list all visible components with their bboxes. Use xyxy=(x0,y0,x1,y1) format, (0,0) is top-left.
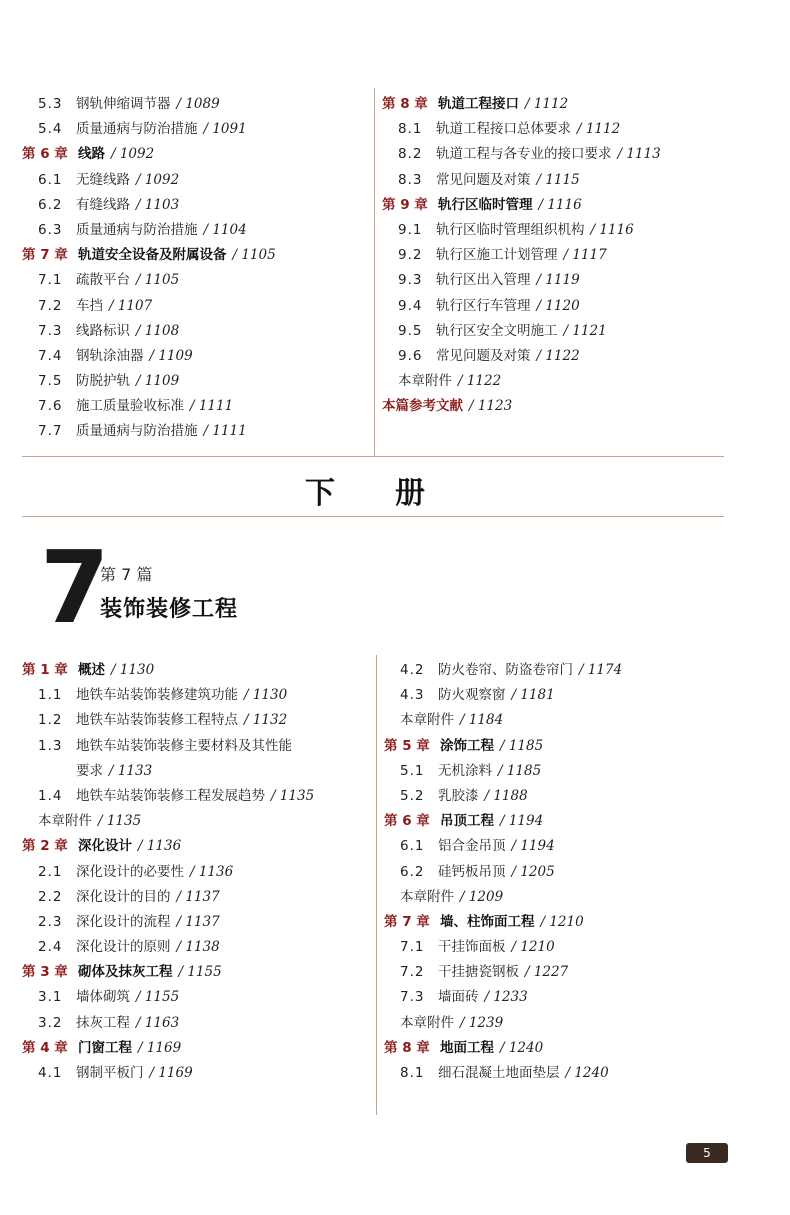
section-title: 钢轨涂油器 xyxy=(76,347,144,364)
toc-entry[interactable] xyxy=(384,985,622,1010)
chapter-title: 轨行区临时管理 xyxy=(438,196,533,213)
toc-entry[interactable] xyxy=(22,294,276,319)
section-title: 常见问题及对策 xyxy=(436,347,531,364)
section-number: 1.3 xyxy=(38,737,63,754)
section-number: 7.6 xyxy=(38,398,63,415)
toc-entry[interactable] xyxy=(22,960,314,985)
section-number: 3.2 xyxy=(38,1014,63,1031)
page-ref: / 1119 xyxy=(536,272,580,289)
chapter-number: 第 5 章 xyxy=(384,737,430,754)
section-title: 施工质量验收标准 xyxy=(76,398,184,415)
page-number: 5 xyxy=(686,1143,728,1163)
toc-entry[interactable] xyxy=(22,683,314,708)
toc-entry[interactable] xyxy=(22,142,276,167)
page-ref: / 1109 xyxy=(149,347,193,364)
page-ref: / 1210 xyxy=(540,913,584,930)
toc-entry[interactable] xyxy=(22,910,314,935)
toc-entry[interactable] xyxy=(382,193,661,218)
toc-entry[interactable] xyxy=(22,344,276,369)
section-title: 无缝线路 xyxy=(76,171,130,188)
chapter-number: 第 8 章 xyxy=(384,1039,430,1056)
section-number: 6.1 xyxy=(400,838,425,855)
part-number: 7 xyxy=(40,529,110,646)
section-number: 8.3 xyxy=(398,171,423,188)
section-number: 2.3 xyxy=(38,913,63,930)
page-ref: / 1105 xyxy=(136,272,180,289)
section-number: 5.2 xyxy=(400,787,425,804)
toc-entry[interactable] xyxy=(384,1036,622,1061)
section-number: 7.4 xyxy=(38,347,63,364)
section-number: 9.6 xyxy=(398,347,423,364)
toc-entry[interactable] xyxy=(382,218,661,243)
section-title: 疏散平台 xyxy=(76,272,130,289)
section-number: 7.3 xyxy=(38,322,63,339)
section-number: 5.3 xyxy=(38,96,63,112)
section-number: 1.2 xyxy=(38,712,63,729)
toc-lower-left xyxy=(22,658,314,1086)
page-ref: / 1116 xyxy=(538,196,582,213)
section-number: 2.1 xyxy=(38,863,63,880)
page-ref: / 1185 xyxy=(498,762,542,779)
section-number: 4.2 xyxy=(400,662,425,678)
toc-entry[interactable] xyxy=(22,369,276,394)
section-title: 有缝线路 xyxy=(76,196,130,213)
page-ref: / 1092 xyxy=(136,171,180,188)
toc-entry[interactable] xyxy=(22,394,276,419)
section-title: 质量通病与防治措施 xyxy=(76,221,198,238)
toc-entry[interactable] xyxy=(384,860,622,885)
page-ref: / 1092 xyxy=(111,146,155,163)
chapter-number: 第 8 章 xyxy=(382,96,428,112)
page-ref: / 1116 xyxy=(590,221,634,238)
page-ref: / 1122 xyxy=(458,373,502,390)
chapter-number: 第 9 章 xyxy=(382,196,428,213)
section-title: 钢轨伸缩调节器 xyxy=(76,96,171,112)
toc-entry[interactable] xyxy=(22,885,314,910)
toc-entry[interactable] xyxy=(22,809,314,834)
section-title: 轨行区临时管理组织机构 xyxy=(436,221,585,238)
toc-entry[interactable] xyxy=(22,708,314,733)
page-ref: / 1130 xyxy=(244,687,288,704)
toc-upper-left xyxy=(22,92,276,445)
page-ref: / 1122 xyxy=(536,347,580,364)
page-ref: / 1109 xyxy=(136,373,180,390)
column-divider-upper xyxy=(374,88,375,456)
toc-entry[interactable] xyxy=(384,834,622,859)
chapter-number: 第 3 章 xyxy=(22,964,68,981)
section-title: 轨行区行车管理 xyxy=(436,297,531,314)
section-title: 质量通病与防治措施 xyxy=(76,423,198,440)
toc-entry[interactable] xyxy=(384,708,622,733)
page-ref: / 1112 xyxy=(525,96,569,112)
section-number: 9.2 xyxy=(398,247,423,264)
toc-entry[interactable] xyxy=(22,218,276,243)
toc-lower-right xyxy=(384,658,622,1086)
appendix-label: 本章附件 xyxy=(38,813,92,830)
toc-entry[interactable] xyxy=(22,117,276,142)
page-ref: / 1163 xyxy=(136,1014,180,1031)
toc-entry[interactable] xyxy=(382,344,661,369)
section-number: 1.1 xyxy=(38,687,63,704)
page-ref: / 1105 xyxy=(232,247,276,264)
references-label: 本篇参考文献 xyxy=(382,398,463,415)
toc-entry[interactable] xyxy=(384,784,622,809)
rule-top xyxy=(22,456,724,457)
section-number: 7.2 xyxy=(400,964,425,981)
toc-entry[interactable] xyxy=(384,960,622,985)
chapter-number: 第 7 章 xyxy=(384,913,430,930)
page-ref: / 1205 xyxy=(511,863,555,880)
page-ref: / 1240 xyxy=(565,1065,609,1081)
section-title: 深化设计的流程 xyxy=(76,913,171,930)
section-number: 7.1 xyxy=(400,939,425,956)
chapter-title: 砌体及抹灰工程 xyxy=(78,964,173,981)
part-title: 装饰装修工程 xyxy=(100,597,239,622)
page-ref: / 1138 xyxy=(176,939,220,956)
section-title: 常见问题及对策 xyxy=(436,171,531,188)
chapter-title: 地面工程 xyxy=(440,1039,494,1056)
toc-entry[interactable] xyxy=(382,142,661,167)
section-title: 干挂饰面板 xyxy=(438,939,506,956)
section-number: 4.3 xyxy=(400,687,425,704)
toc-entry[interactable] xyxy=(22,419,276,444)
section-title: 轨行区出入管理 xyxy=(436,272,531,289)
part-label: 第 7 篇 xyxy=(100,565,153,584)
volume-title: 下册 xyxy=(305,476,485,511)
toc-entry[interactable] xyxy=(22,860,314,885)
section-number: 6.2 xyxy=(400,863,425,880)
section-number: 5.4 xyxy=(38,121,63,138)
section-number: 4.1 xyxy=(38,1065,63,1081)
section-number: 5.1 xyxy=(400,762,425,779)
page-ref: / 1227 xyxy=(525,964,569,981)
toc-entry[interactable] xyxy=(22,734,314,759)
section-title: 抹灰工程 xyxy=(76,1014,130,1031)
section-title: 乳胶漆 xyxy=(438,787,479,804)
page-ref: / 1137 xyxy=(176,913,220,930)
section-title: 铝合金吊顶 xyxy=(438,838,506,855)
toc-entry[interactable] xyxy=(382,243,661,268)
page-ref: / 1137 xyxy=(176,888,220,905)
toc-upper-right xyxy=(382,92,661,419)
chapter-title: 吊顶工程 xyxy=(440,813,494,830)
chapter-title: 轨道工程接口 xyxy=(438,96,519,112)
toc-entry[interactable] xyxy=(22,268,276,293)
toc-entry[interactable] xyxy=(384,935,622,960)
section-number: 2.2 xyxy=(38,888,63,905)
chapter-title: 墙、柱饰面工程 xyxy=(440,913,535,930)
toc-entry[interactable] xyxy=(22,168,276,193)
section-number: 7.1 xyxy=(38,272,63,289)
toc-entry[interactable] xyxy=(384,683,622,708)
toc-entry[interactable] xyxy=(384,910,622,935)
appendix-label: 本章附件 xyxy=(398,373,452,390)
page-ref: / 1135 xyxy=(271,787,315,804)
page-ref: / 1155 xyxy=(178,964,222,981)
section-title: 硅钙板吊顶 xyxy=(438,863,506,880)
page-ref: / 1194 xyxy=(500,813,544,830)
page-ref: / 1117 xyxy=(563,247,607,264)
section-number: 7.7 xyxy=(38,423,63,440)
toc-entry[interactable] xyxy=(22,92,276,117)
section-title: 深化设计的目的 xyxy=(76,888,171,905)
section-number: 7.3 xyxy=(400,989,425,1006)
section-title: 防火观察窗 xyxy=(438,687,506,704)
page-ref: / 1130 xyxy=(111,662,155,678)
chapter-number: 第 4 章 xyxy=(22,1039,68,1056)
section-title: 防火卷帘、防盗卷帘门 xyxy=(438,662,573,678)
section-title: 墙面砖 xyxy=(438,989,479,1006)
chapter-title: 深化设计 xyxy=(78,838,132,855)
chapter-title: 线路 xyxy=(78,146,105,163)
toc-entry[interactable] xyxy=(22,319,276,344)
toc-entry[interactable] xyxy=(22,1061,314,1086)
toc-entry[interactable] xyxy=(382,319,661,344)
page-ref: / 1132 xyxy=(244,712,288,729)
section-title-continued: 要求 xyxy=(76,762,103,779)
toc-entry[interactable] xyxy=(384,809,622,834)
toc-entry[interactable] xyxy=(22,1011,314,1036)
page-ref: / 1104 xyxy=(203,221,247,238)
chapter-number: 第 6 章 xyxy=(22,146,68,163)
page-ref: / 1210 xyxy=(511,939,555,956)
section-title: 地铁车站装饰装修工程特点 xyxy=(76,712,238,729)
chapter-title: 概述 xyxy=(78,662,105,678)
chapter-number: 第 7 章 xyxy=(22,247,68,264)
toc-entry[interactable] xyxy=(384,885,622,910)
page-ref: / 1188 xyxy=(484,787,528,804)
section-number: 1.4 xyxy=(38,787,63,804)
appendix-label: 本章附件 xyxy=(400,888,454,905)
toc-entry[interactable] xyxy=(384,1011,622,1036)
section-title: 车挡 xyxy=(76,297,103,314)
toc-entry[interactable] xyxy=(382,168,661,193)
page-ref: / 1209 xyxy=(460,888,504,905)
toc-entry[interactable] xyxy=(22,193,276,218)
page-ref: / 1194 xyxy=(511,838,555,855)
chapter-title: 轨道安全设备及附属设备 xyxy=(78,247,227,264)
section-title: 地铁车站装饰装修主要材料及其性能 xyxy=(76,737,292,754)
page-ref: / 1239 xyxy=(460,1014,504,1031)
toc-entry[interactable] xyxy=(382,369,661,394)
toc-entry[interactable] xyxy=(22,243,276,268)
section-title: 干挂搪瓷钢板 xyxy=(438,964,519,981)
section-number: 7.2 xyxy=(38,297,63,314)
section-title: 地铁车站装饰装修建筑功能 xyxy=(76,687,238,704)
section-title: 钢制平板门 xyxy=(76,1065,144,1081)
page-ref: / 1113 xyxy=(617,146,661,163)
toc-entry[interactable] xyxy=(382,394,661,419)
section-title: 轨行区安全文明施工 xyxy=(436,322,558,339)
toc-entry[interactable] xyxy=(22,834,314,859)
toc-entry[interactable] xyxy=(22,935,314,960)
section-title: 墙体砌筑 xyxy=(76,989,130,1006)
page-ref: / 1169 xyxy=(149,1065,193,1081)
page-ref: / 1233 xyxy=(484,989,528,1006)
page-ref: / 1155 xyxy=(136,989,180,1006)
page-ref: / 1112 xyxy=(577,121,621,138)
toc-entry[interactable] xyxy=(382,268,661,293)
toc-entry[interactable] xyxy=(382,117,661,142)
section-number: 2.4 xyxy=(38,939,63,956)
toc-entry[interactable] xyxy=(382,294,661,319)
rule-bottom xyxy=(22,516,724,517)
toc-entry[interactable] xyxy=(382,92,661,117)
section-number: 8.2 xyxy=(398,146,423,163)
toc-entry[interactable] xyxy=(22,759,314,784)
section-title: 无机涂料 xyxy=(438,762,492,779)
section-title: 细石混凝土地面垫层 xyxy=(438,1065,560,1081)
section-title: 深化设计的原则 xyxy=(76,939,171,956)
section-number: 9.5 xyxy=(398,322,423,339)
section-title: 防脱护轨 xyxy=(76,373,130,390)
page-ref: / 1115 xyxy=(536,171,580,188)
page-ref: / 1133 xyxy=(109,762,153,779)
page-ref: / 1120 xyxy=(536,297,580,314)
toc-entry[interactable] xyxy=(22,985,314,1010)
page-ref: / 1181 xyxy=(511,687,555,704)
section-title: 轨道工程与各专业的接口要求 xyxy=(436,146,612,163)
section-title: 深化设计的必要性 xyxy=(76,863,184,880)
chapter-title: 涂饰工程 xyxy=(440,737,494,754)
page-ref: / 1184 xyxy=(460,712,504,729)
toc-entry[interactable] xyxy=(384,734,622,759)
section-title: 线路标识 xyxy=(76,322,130,339)
toc-entry[interactable] xyxy=(22,1036,314,1061)
section-number: 9.4 xyxy=(398,297,423,314)
toc-entry[interactable] xyxy=(384,759,622,784)
page-ref: / 1240 xyxy=(500,1039,544,1056)
page-ref: / 1107 xyxy=(109,297,153,314)
chapter-number: 第 1 章 xyxy=(22,662,68,678)
toc-entry[interactable] xyxy=(384,1061,622,1086)
page-ref: / 1136 xyxy=(190,863,234,880)
toc-entry[interactable] xyxy=(22,784,314,809)
section-number: 3.1 xyxy=(38,989,63,1006)
section-title: 质量通病与防治措施 xyxy=(76,121,198,138)
page-ref: / 1108 xyxy=(136,322,180,339)
section-number: 9.1 xyxy=(398,221,423,238)
section-number: 7.5 xyxy=(38,373,63,390)
section-number: 6.1 xyxy=(38,171,63,188)
appendix-label: 本章附件 xyxy=(400,1014,454,1031)
section-number: 8.1 xyxy=(398,121,423,138)
chapter-title: 门窗工程 xyxy=(78,1039,132,1056)
page-ref: / 1111 xyxy=(203,423,247,440)
column-divider-lower xyxy=(376,655,377,1115)
section-title: 地铁车站装饰装修工程发展趋势 xyxy=(76,787,265,804)
section-number: 6.3 xyxy=(38,221,63,238)
page-ref: / 1091 xyxy=(203,121,247,138)
page-ref: / 1123 xyxy=(469,398,513,415)
section-title: 轨行区施工计划管理 xyxy=(436,247,558,264)
section-number: 8.1 xyxy=(400,1065,425,1081)
section-number: 9.3 xyxy=(398,272,423,289)
page-ref: / 1111 xyxy=(190,398,234,415)
section-title: 轨道工程接口总体要求 xyxy=(436,121,571,138)
page-ref: / 1103 xyxy=(136,196,180,213)
page-ref: / 1174 xyxy=(579,662,623,678)
chapter-number: 第 2 章 xyxy=(22,838,68,855)
chapter-number: 第 6 章 xyxy=(384,813,430,830)
page-ref: / 1121 xyxy=(563,322,607,339)
section-number: 6.2 xyxy=(38,196,63,213)
toc-entry[interactable] xyxy=(22,658,314,683)
page-ref: / 1185 xyxy=(500,737,544,754)
page-ref: / 1169 xyxy=(138,1039,182,1056)
page-ref: / 1089 xyxy=(176,96,220,112)
page-ref: / 1136 xyxy=(138,838,182,855)
page-ref: / 1135 xyxy=(98,813,142,830)
appendix-label: 本章附件 xyxy=(400,712,454,729)
toc-entry[interactable] xyxy=(384,658,622,683)
